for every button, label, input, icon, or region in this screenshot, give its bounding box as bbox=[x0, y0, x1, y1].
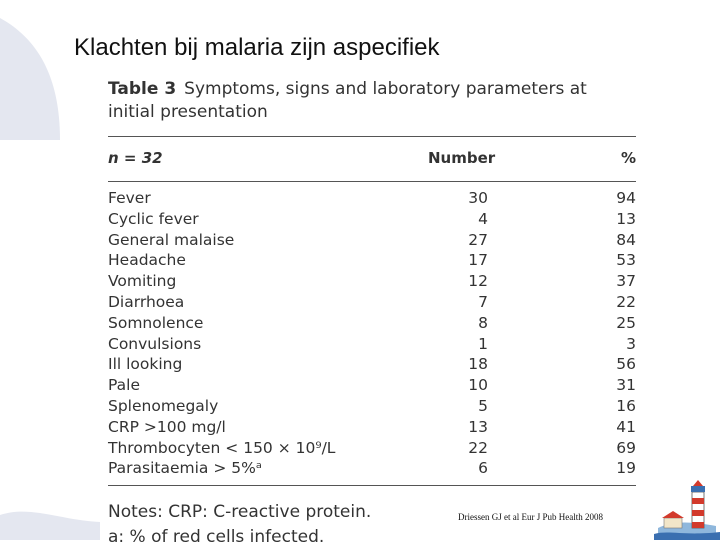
row-label: CRP >100 mg/l bbox=[108, 417, 226, 436]
row-label: Fever bbox=[108, 189, 151, 207]
row-percent: 69 bbox=[616, 438, 636, 457]
row-label: Diarrhoea bbox=[108, 292, 185, 311]
table-row bbox=[108, 417, 636, 438]
row-label: Headache bbox=[108, 251, 186, 270]
table-row bbox=[108, 438, 636, 459]
table-row bbox=[108, 334, 636, 355]
row-number: 1 bbox=[478, 334, 488, 353]
row-percent: 16 bbox=[616, 396, 636, 415]
table-header-rule bbox=[108, 181, 636, 182]
row-label: Pale bbox=[108, 376, 140, 395]
row-number: 13 bbox=[468, 417, 488, 436]
row-label: Convulsions bbox=[108, 334, 202, 353]
table-header-row bbox=[108, 145, 636, 171]
table-row bbox=[108, 271, 636, 292]
row-label: Somnolence bbox=[108, 313, 204, 332]
row-number: 5 bbox=[478, 396, 488, 415]
row-number: 4 bbox=[478, 209, 488, 228]
row-number: 10 bbox=[468, 376, 488, 395]
slide-title: Klachten bij malaria zijn aspecifiek bbox=[74, 34, 440, 61]
note-line: a: % of red cells infected. bbox=[108, 527, 325, 548]
table-row bbox=[108, 396, 636, 417]
row-number: 6 bbox=[478, 459, 488, 478]
table-row bbox=[108, 375, 636, 396]
table-row bbox=[108, 458, 636, 479]
row-percent: 53 bbox=[616, 251, 636, 270]
table-row bbox=[108, 292, 636, 313]
row-number: 27 bbox=[468, 230, 488, 249]
row-number: 22 bbox=[468, 438, 488, 457]
row-label: General malaise bbox=[108, 230, 235, 249]
table-caption bbox=[108, 78, 636, 124]
header-n: n = 32 bbox=[108, 149, 163, 167]
row-percent: 94 bbox=[616, 189, 636, 207]
table-top-rule bbox=[108, 136, 636, 137]
row-label: Parasitaemia > 5%ᵃ bbox=[108, 459, 262, 478]
row-label: Splenomegaly bbox=[108, 396, 219, 415]
header-number: Number bbox=[428, 149, 496, 167]
table-bottom-rule bbox=[108, 485, 636, 486]
header-percent: % bbox=[620, 149, 636, 167]
row-percent: 84 bbox=[616, 230, 636, 249]
table-row bbox=[108, 188, 636, 209]
row-percent: 31 bbox=[616, 376, 636, 395]
table-row bbox=[108, 250, 636, 271]
table-row bbox=[108, 209, 636, 230]
row-percent: 22 bbox=[616, 292, 636, 311]
row-percent: 25 bbox=[616, 313, 636, 332]
table-row bbox=[108, 354, 636, 375]
row-number: 12 bbox=[468, 272, 488, 291]
table-row bbox=[108, 230, 636, 251]
row-label: Vomiting bbox=[108, 272, 177, 291]
row-number: 18 bbox=[468, 355, 488, 374]
table-caption-text: Symptoms, signs and laboratory parameters at initial presentation bbox=[108, 79, 587, 122]
row-percent: 13 bbox=[616, 209, 636, 228]
row-number: 8 bbox=[478, 313, 488, 332]
row-label: Cyclic fever bbox=[108, 209, 199, 228]
table-notes bbox=[108, 500, 636, 550]
table-body bbox=[108, 188, 636, 479]
row-percent: 3 bbox=[626, 334, 636, 353]
table-row bbox=[108, 313, 636, 334]
row-percent: 19 bbox=[616, 459, 636, 478]
row-label: Ill looking bbox=[108, 355, 183, 374]
row-number: 7 bbox=[478, 292, 488, 311]
citation: Driessen GJ et al Eur J Pub Health 2008 bbox=[458, 512, 603, 522]
lighthouse-logo bbox=[654, 478, 720, 540]
note-line: Notes: CRP: C-reactive protein. bbox=[108, 502, 372, 523]
row-number: 30 bbox=[468, 189, 488, 207]
symptoms-table bbox=[108, 78, 636, 550]
row-number: 17 bbox=[468, 251, 488, 270]
row-percent: 56 bbox=[616, 355, 636, 374]
row-percent: 37 bbox=[616, 272, 636, 291]
row-label: Thrombocyten < 150 × 10⁹/L bbox=[108, 438, 336, 457]
table-number: Table 3 bbox=[108, 79, 177, 99]
row-percent: 41 bbox=[616, 417, 636, 436]
